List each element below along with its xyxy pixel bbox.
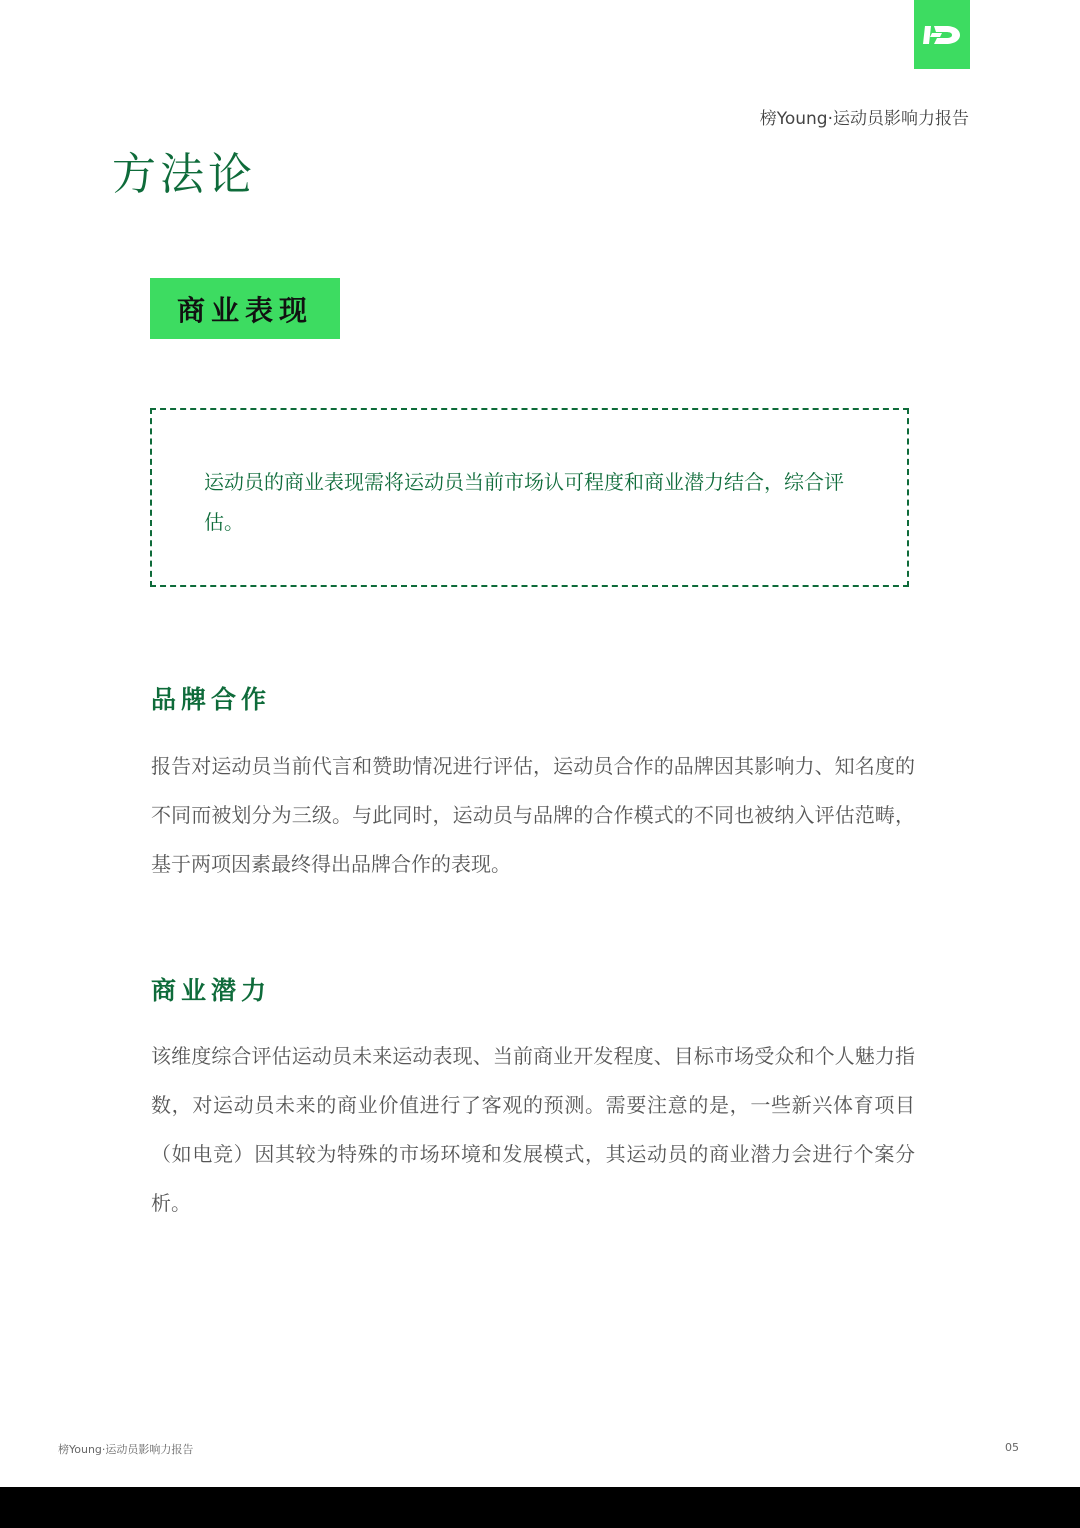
footer-page-number: 05	[1005, 1441, 1019, 1454]
section-badge	[150, 278, 340, 339]
summary-callout	[150, 408, 909, 587]
footer-report-title: 榜Young·运动员影响力报告	[58, 1443, 194, 1456]
brand-cooperation-body: 报告对运动员当前代言和赞助情况进行评估，运动员合作的品牌因其影响力、知名度的不同而被划分为三级。与此同时，运动员与品牌的合作模式的不同也被纳入评估范畴，基于两项因素最终得出品牌合作的表现。	[151, 754, 915, 876]
report-logo-icon	[922, 20, 962, 50]
commercial-potential-body: 该维度综合评估运动员未来运动表现、当前商业开发程度、目标市场受众和个人魅力指数，对运动员未来的商业价值进行了客观的预测。需要注意的是，一些新兴体育项目（如电竞）因其较为特殊的市场环境和发展模式，其运动员的商业潜力会进行个案分析。	[151, 1044, 915, 1215]
commercial-potential-heading: 商业潜力	[151, 976, 272, 1005]
brand-cooperation-heading: 品牌合作	[151, 685, 272, 714]
section-badge-label: 商业表现	[176, 293, 313, 327]
page-title: 方法论	[112, 149, 256, 200]
summary-text: 运动员的商业表现需将运动员当前市场认可程度和商业潜力结合，综合评估。	[204, 470, 844, 534]
header-report-title: 榜Young·运动员影响力报告	[759, 109, 969, 129]
report-logo	[914, 0, 970, 69]
bottom-bar	[0, 1487, 1080, 1528]
